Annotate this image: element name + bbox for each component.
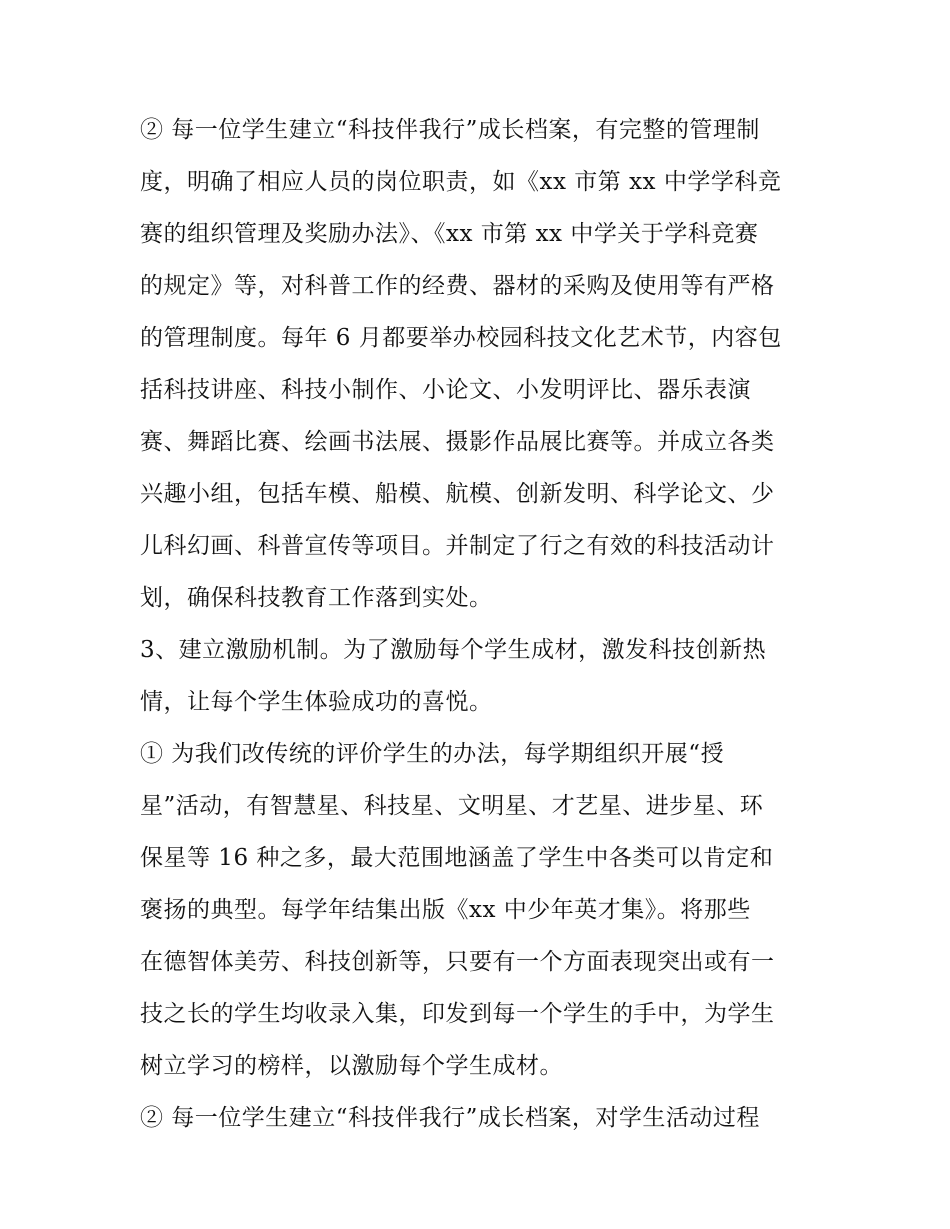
- text-line: 褒扬的典型。每学年结集出版《xx 中少年英才集》。将那些: [140, 897, 751, 923]
- text-line: 的管理制度。每年 6 月都要举办校园科技文化艺术节，内容包: [140, 325, 782, 351]
- text-line: ② 每一位学生建立“科技伴我行”成长档案，有完整的管理制: [140, 117, 760, 143]
- text-line: 划，确保科技教育工作落到实处。: [140, 585, 493, 611]
- text-line: 技之长的学生均收录入集，印发到每一个学生的手中，为学生: [140, 1001, 775, 1027]
- text-line: ② 每一位学生建立“科技伴我行”成长档案，对学生活动过程: [140, 1105, 760, 1131]
- text-line: 的规定》等，对科普工作的经费、器材的采购及使用等有严格: [140, 273, 775, 299]
- text-line: 树立学习的榜样，以激励每个学生成材。: [140, 1053, 563, 1079]
- text-line: ① 为我们改传统的评价学生的办法，每学期组织开展“授: [140, 741, 725, 767]
- text-line: 兴趣小组，包括车模、船模、航模、创新发明、科学论文、少: [140, 481, 775, 507]
- text-line: 星”活动，有智慧星、科技星、文明星、才艺星、进步星、环: [140, 793, 764, 819]
- text-line: 在德智体美劳、科技创新等，只要有一个方面表现突出或有一: [140, 949, 775, 975]
- text-line: 保星等 16 种之多，最大范围地涵盖了学生中各类可以肯定和: [140, 845, 774, 871]
- text-line: 括科技讲座、科技小制作、小论文、小发明评比、器乐表演: [140, 377, 751, 403]
- text-line: 赛的组织管理及奖励办法》、《xx 市第 xx 中学关于学科竞赛: [140, 221, 759, 247]
- text-line: 儿科幻画、科普宣传等项目。并制定了行之有效的科技活动计: [140, 533, 775, 559]
- text-line: 度，明确了相应人员的岗位职责，如《xx 市第 xx 中学学科竞: [140, 169, 782, 195]
- text-line: 赛、舞蹈比赛、绘画书法展、摄影作品展比赛等。并成立各类: [140, 429, 775, 455]
- document-body: [140, 104, 820, 1144]
- text-line: 情，让每个学生体验成功的喜悦。: [140, 689, 493, 715]
- text-line: 3、建立激励机制。为了激励每个学生成材，激发科技创新热: [140, 637, 767, 663]
